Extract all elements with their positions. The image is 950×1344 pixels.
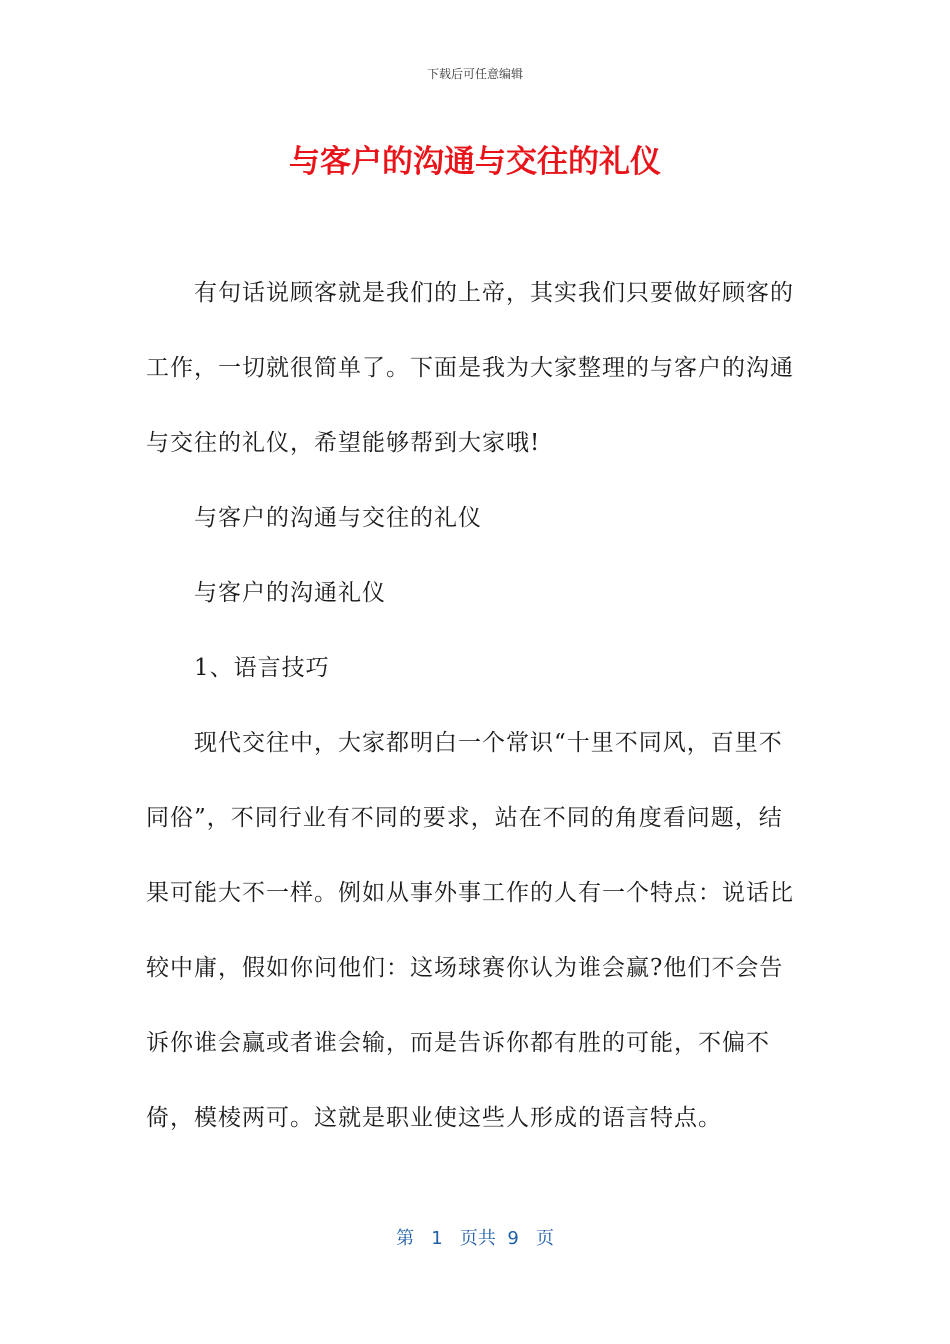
document-body xyxy=(146,256,806,1156)
paragraph-intro: 有句话说顾客就是我们的上帝，其实我们只要做好顾客的工作，一切就很简单了。下面是我为大家整理的与客户的沟通与交往的礼仪，希望能够帮到大家哦! xyxy=(146,280,794,456)
footer-middle: 页共 xyxy=(459,1228,496,1249)
paragraph-heading-sub: 与客户的沟通礼仪 xyxy=(194,580,386,606)
footer-total-pages: 9 xyxy=(507,1228,519,1249)
paragraph-heading-main: 与客户的沟通与交往的礼仪 xyxy=(194,505,482,531)
footer-prefix: 第 xyxy=(396,1228,415,1249)
header-note: 下载后可任意编辑 xyxy=(426,67,523,81)
document-title: 与客户的沟通与交往的礼仪 xyxy=(289,144,661,180)
footer-current-page: 1 xyxy=(431,1228,443,1249)
paragraph-section-title: 1、语言技巧 xyxy=(194,655,330,681)
paragraph-body: 现代交往中，大家都明白一个常识“十里不同风，百里不同俗”，不同行业有不同的要求，站在不同的角度看问题，结果可能大不一样。例如从事外事工作的人有一个特点：说话比较中庸，假如你问他们：这场球赛你认为谁会赢?他们不会告诉你谁会赢或者谁会输，而是告诉你都有胜的可能，不偏不倚，模棱两可。这就是职业使这些人形成的语言特点。 xyxy=(146,730,794,1131)
page-footer xyxy=(0,1226,950,1252)
footer-suffix: 页 xyxy=(535,1228,554,1249)
